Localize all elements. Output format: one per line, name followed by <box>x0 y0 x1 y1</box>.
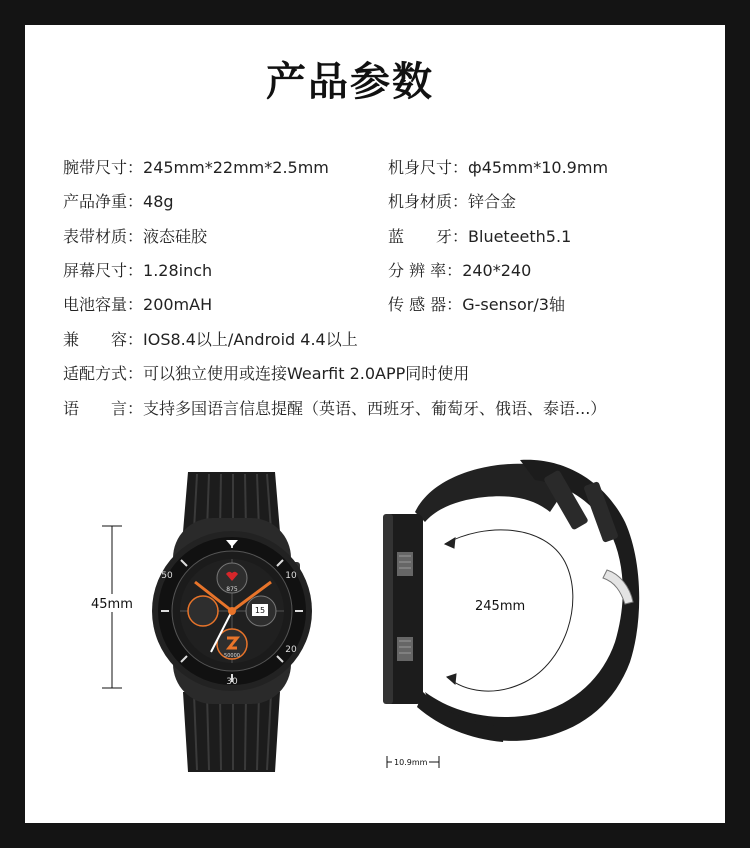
spec-value: IOS8.4以上/Android 4.4以上 <box>143 330 358 349</box>
bezel-number: 30 <box>226 677 238 687</box>
steps-text: 50000 <box>224 653 240 659</box>
spec-screen-size <box>63 258 212 281</box>
spec-value: 200mAH <box>143 295 213 314</box>
spec-label: 表带材质： <box>63 227 144 246</box>
date-text: 15 <box>254 606 266 615</box>
spec-body-material <box>388 189 516 212</box>
spec-net-weight <box>63 189 174 212</box>
spec-bluetooth <box>388 224 571 247</box>
spec-value: ф45mm*10.9mm <box>468 158 609 177</box>
watch-side-case <box>383 514 423 704</box>
watch-band-loop <box>415 460 639 742</box>
spec-battery <box>63 292 212 315</box>
spec-label: 机身尺寸： <box>388 158 469 177</box>
spec-value: 245mm*22mm*2.5mm <box>143 158 329 177</box>
band-length-label: 245mm <box>475 599 526 614</box>
watch-front-image <box>95 462 325 782</box>
spec-value: 240*240 <box>462 261 532 280</box>
spec-value: 锌合金 <box>468 192 517 211</box>
spec-value: 1.28inch <box>143 261 213 280</box>
spec-value: 液态硅胶 <box>143 227 208 246</box>
thickness-label: 10.9mm <box>394 758 428 767</box>
spec-language <box>63 396 606 419</box>
spec-label: 适配方式： <box>63 364 144 383</box>
bezel-number: 50 <box>161 571 173 581</box>
spec-label: 蓝 牙： <box>388 227 469 246</box>
spec-label: 语 言： <box>63 399 144 418</box>
spec-sensor <box>388 292 565 315</box>
spec-compatibility <box>63 327 358 350</box>
bezel-number: 20 <box>285 645 297 655</box>
spec-resolution <box>388 258 531 281</box>
spec-label: 分 辨 率： <box>388 261 463 280</box>
bezel-number: 10 <box>285 571 297 581</box>
spec-body-size <box>388 155 608 178</box>
spec-label: 电池容量： <box>63 295 144 314</box>
spec-value: Blueteeth5.1 <box>468 227 572 246</box>
spec-adaptation <box>63 361 469 384</box>
spec-label: 传 感 器： <box>388 295 463 314</box>
diameter-label: 45mm <box>91 597 133 612</box>
spec-label: 机身材质： <box>388 192 469 211</box>
spec-band-size <box>63 155 329 178</box>
spec-value: G-sensor/3轴 <box>462 295 565 314</box>
top-value-text: 875 <box>226 586 238 593</box>
spec-value: 48g <box>143 192 174 211</box>
spec-value: 支持多国语言信息提醒（英语、西班牙、葡萄牙、俄语、泰语...） <box>143 399 607 418</box>
spec-label: 腕带尺寸： <box>63 158 144 177</box>
page-title: 产品参数 <box>266 59 434 105</box>
spec-label: 产品净重： <box>63 192 144 211</box>
spec-band-material <box>63 224 207 247</box>
spec-label: 屏幕尺寸： <box>63 261 144 280</box>
spec-label: 兼 容： <box>63 330 144 349</box>
spec-value: 可以独立使用或连接Wearfit 2.0APP同时使用 <box>143 364 470 383</box>
